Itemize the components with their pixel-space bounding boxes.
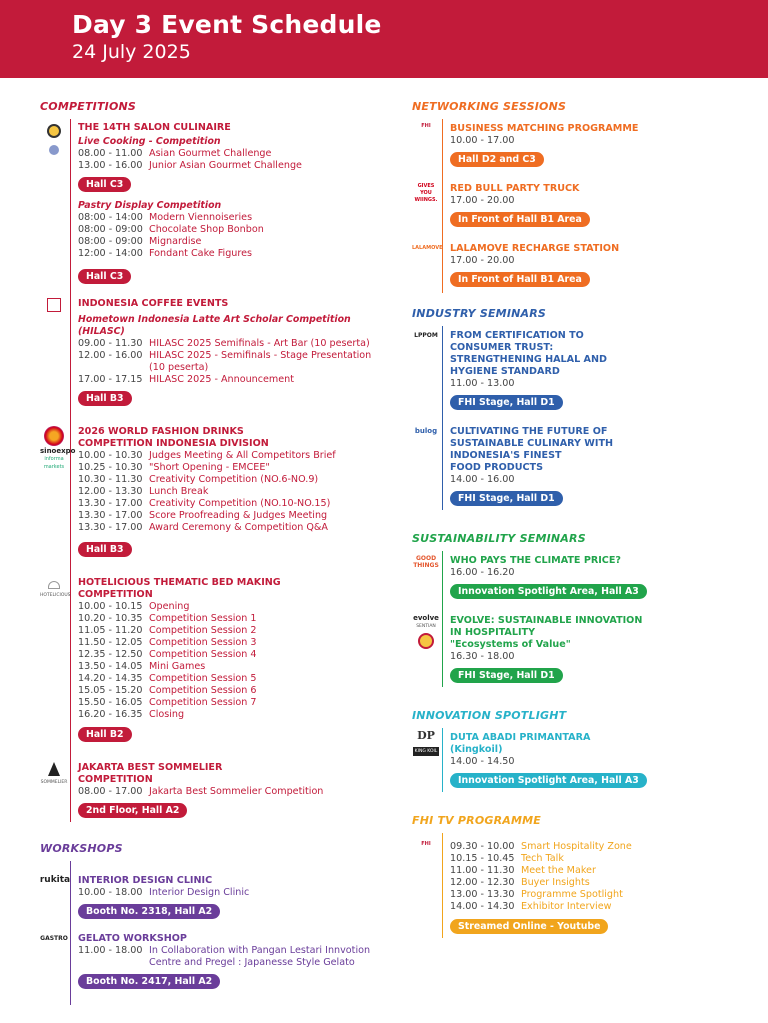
schedule-row: 10.00 - 10.30 Judges Meeting & All Competitors Brief bbox=[78, 450, 336, 461]
schedule-row: 13.30 - 17.00 Award Ceremony & Competition Q&A bbox=[78, 522, 328, 533]
gelato-workshop-entry bbox=[40, 933, 390, 989]
sommelier-entry bbox=[40, 762, 390, 818]
schedule-row: 11.50 - 12.05 Competition Session 3 bbox=[78, 637, 257, 648]
schedule-row: 10.25 - 10.30 "Short Opening - EMCEE" bbox=[78, 462, 270, 473]
seminar-item: bulog CULTIVATING THE FUTURE OF SUSTAINABLE CULINARY WITH INDONESIA'S FINEST FOOD PRODUCTS 14.00 - 16.00 FHI Stage, Hall D1 bbox=[450, 426, 752, 506]
salon-title: THE 14TH SALON CULINAIRE bbox=[78, 122, 231, 133]
schedule-row: 15.05 - 15.20 Competition Session 6 bbox=[78, 685, 257, 696]
networking-title: NETWORKING SESSIONS bbox=[412, 100, 567, 113]
bed-title-line2: COMPETITION bbox=[78, 589, 153, 600]
location-badge: Innovation Spotlight Area, Hall A3 bbox=[450, 773, 647, 788]
seminar-item: LPPOM FROM CERTIFICATION TO CONSUMER TRUST: STRENGTHENING HALAL AND HYGIENE STANDARD 11.00 - 13.00 FHI Stage, Hall D1 bbox=[450, 330, 752, 410]
location-badge: Hall C3 bbox=[78, 269, 131, 284]
networking-body bbox=[412, 119, 752, 293]
schedule-row: 13.00 - 13.30 Programme Spotlight bbox=[450, 889, 623, 900]
schedule-row: 15.50 - 16.05 Competition Session 7 bbox=[78, 697, 257, 708]
schedule-row: 09.00 - 11.30 HILASC 2025 Semifinals - Art Bar (10 peserta) bbox=[78, 338, 370, 349]
schedule-row: 08:00 - 09:00 Chocolate Shop Bonbon bbox=[78, 224, 264, 235]
sommelier-title-line1: JAKARTA BEST SOMMELIER bbox=[78, 762, 223, 773]
bed-making-entry bbox=[40, 577, 390, 742]
schedule-row: 08:00 - 09:00 Mignardise bbox=[78, 236, 202, 247]
location-badge: Booth No. 2417, Hall A2 bbox=[78, 974, 220, 989]
workshops-title: WORKSHOPS bbox=[40, 842, 123, 855]
innovation-body bbox=[414, 728, 752, 792]
hotelicious-dome-icon bbox=[48, 581, 60, 589]
fashion-drinks-logo: sinoexpo informa markets bbox=[40, 426, 68, 471]
rukita-logo: rukita bbox=[39, 875, 71, 885]
location-badge: 2nd Floor, Hall A2 bbox=[78, 803, 187, 818]
salon-live-rows bbox=[78, 148, 390, 172]
salon-live-title: Live Cooking - Competition bbox=[78, 136, 221, 147]
networking-item: GIVES YOU WIINGS. RED BULL PARTY TRUCK 17.00 - 20.00 In Front of Hall B1 Area bbox=[450, 183, 752, 227]
lalamove-logo: LALAMOVE bbox=[412, 245, 443, 251]
competitions-section bbox=[40, 100, 390, 822]
schedule-row: 11.00 - 18.00 In Collaboration with Pangan Lestari Innvotion Centre and Pregel : Japanesse Style Gelato bbox=[78, 945, 371, 968]
location-badge: FHI Stage, Hall D1 bbox=[450, 395, 563, 410]
streaming-badge: Streamed Online - Youtube bbox=[450, 919, 608, 934]
competitions-body bbox=[40, 119, 390, 822]
workshops-section bbox=[40, 842, 390, 1005]
location-badge: Hall B3 bbox=[78, 391, 132, 406]
sustainability-section bbox=[412, 532, 752, 687]
location-badge: Hall D2 and C3 bbox=[450, 152, 544, 167]
page-title: Day 3 Event Schedule bbox=[72, 10, 382, 39]
interior-title: INTERIOR DESIGN CLINIC bbox=[78, 875, 213, 886]
gelato-title: GELATO WORKSHOP bbox=[78, 933, 187, 944]
spotlight-item: DP KING KOIL DUTA ABADI PRIMANTARA (Kingkoil) 14.00 - 14.50 Innovation Spotlight Area, Hall A3 bbox=[450, 732, 752, 788]
lppom-logo: LPPOM bbox=[414, 332, 438, 339]
fashion-flower-icon bbox=[44, 426, 64, 446]
seminar-item: GOOD THINGS WHO PAYS THE CLIMATE PRICE? 16.00 - 16.20 Innovation Spotlight Area, Hall A3 bbox=[450, 555, 752, 599]
innovation-title: INNOVATION SPOTLIGHT bbox=[412, 709, 567, 722]
sustainability-body bbox=[413, 551, 752, 687]
schedule-row: 12.00 - 16.00 HILASC 2025 - Semifinals - Stage Presentation (10 peserta) bbox=[78, 350, 372, 373]
networking-section bbox=[412, 100, 752, 293]
schedule-row: 13.00 - 16.00 Junior Asian Gourmet Challenge bbox=[78, 160, 302, 171]
schedule-row: 14.20 - 14.35 Competition Session 5 bbox=[78, 673, 257, 684]
sommelier-glass-icon bbox=[48, 762, 60, 776]
schedule-row: 10.00 - 18.00 Interior Design Clinic bbox=[78, 887, 250, 898]
schedule-row: 08:00 - 14:00 Modern Viennoiseries bbox=[78, 212, 253, 223]
schedule-row: 08.00 - 17.00 Jakarta Best Sommelier Competition bbox=[78, 786, 324, 797]
fhitv-entry bbox=[421, 841, 752, 934]
location-badge: In Front of Hall B1 Area bbox=[450, 272, 590, 287]
schedule-row: 13.30 - 17.00 Score Proofreading & Judges Meeting bbox=[78, 510, 328, 521]
schedule-row: 11.05 - 11.20 Competition Session 2 bbox=[78, 625, 257, 636]
seminar-item: evolve SENTIAN EVOLVE: SUSTAINABLE INNOVATION IN HOSPITALITY "Ecosystems of Value" 16.30 - 18.00 FHI Stage, Hall D1 bbox=[413, 614, 643, 681]
salon-pastry-title: Pastry Display Competition bbox=[78, 200, 222, 211]
fhi-tv-logo: FHI bbox=[421, 841, 431, 847]
location-badge: Hall B3 bbox=[78, 542, 132, 557]
schedule-row: 10.15 - 10.45 Tech Talk bbox=[450, 853, 564, 864]
sommelier-title-line2: COMPETITION bbox=[78, 774, 153, 785]
fashion-title-line1: 2026 WORLD FASHION DRINKS bbox=[78, 426, 244, 437]
coffee-sub: Hometown Indonesia Latte Art Scholar Competition (HILASC) bbox=[78, 314, 351, 337]
industry-section bbox=[412, 307, 752, 510]
networking-item: LALAMOVE LALAMOVE RECHARGE STATION 17.00 - 20.00 In Front of Hall B1 Area bbox=[412, 243, 620, 285]
right-column bbox=[412, 100, 752, 938]
workshops-body bbox=[39, 861, 390, 1005]
schedule-row: 12.00 - 13.30 Lunch Break bbox=[78, 486, 209, 497]
competitions-title: COMPETITIONS bbox=[40, 100, 137, 113]
fhitv-section bbox=[412, 814, 752, 938]
innovation-section bbox=[412, 709, 752, 792]
salon-emblem-icon bbox=[49, 145, 59, 155]
industry-title: INDUSTRY SEMINARS bbox=[412, 307, 547, 320]
good-things-logo: GOOD THINGS bbox=[413, 555, 439, 569]
location-badge: Hall C3 bbox=[78, 177, 131, 192]
hotelicious-logo: HOTELICIOUS bbox=[40, 581, 68, 599]
location-badge: Hall B2 bbox=[78, 727, 132, 742]
gastro-logo: GASTRO bbox=[40, 935, 68, 942]
bulog-logo: bulog bbox=[414, 427, 438, 435]
location-badge: Booth No. 2318, Hall A2 bbox=[78, 904, 220, 919]
interior-clinic-entry bbox=[39, 875, 390, 919]
left-column bbox=[40, 100, 390, 1005]
schedule-row: 16.20 - 16.35 Closing bbox=[78, 709, 185, 720]
schedule-row: 12.35 - 12.50 Competition Session 4 bbox=[78, 649, 257, 660]
industry-body bbox=[414, 326, 752, 510]
schedule-row: 11.00 - 11.30 Meet the Maker bbox=[450, 865, 596, 876]
coffee-logo bbox=[40, 298, 68, 314]
schedule-row: 10.20 - 10.35 Competition Session 1 bbox=[78, 613, 257, 624]
schedule-row: 12:00 - 14:00 Fondant Cake Figures bbox=[78, 248, 253, 259]
coffee-events-entry bbox=[78, 298, 390, 406]
salon-culinaire-logo bbox=[40, 124, 68, 157]
schedule-row: 09.30 - 10.00 Smart Hospitality Zone bbox=[450, 841, 632, 852]
location-badge: Innovation Spotlight Area, Hall A3 bbox=[450, 584, 647, 599]
bed-title-line1: HOTELICIOUS THEMATIC BED MAKING bbox=[78, 577, 281, 588]
coffee-badge-icon bbox=[47, 298, 61, 312]
networking-item: FHI BUSINESS MATCHING PROGRAMME 10.00 - 17.00 Hall D2 and C3 bbox=[450, 123, 752, 167]
page-date: 24 July 2025 bbox=[72, 41, 191, 63]
salon-pastry-rows bbox=[78, 212, 390, 260]
salon-culinaire-entry bbox=[78, 122, 390, 284]
sentian-seal-icon bbox=[418, 633, 434, 649]
fhitv-body bbox=[421, 833, 752, 938]
location-badge: FHI Stage, Hall D1 bbox=[450, 491, 563, 506]
schedule-row: 10.30 - 11.30 Creativity Competition (NO.6-NO.9) bbox=[78, 474, 319, 485]
location-badge: FHI Stage, Hall D1 bbox=[450, 668, 563, 683]
schedule-row: 17.00 - 17.15 HILASC 2025 - Announcement bbox=[78, 374, 295, 385]
coffee-title: INDONESIA COFFEE EVENTS bbox=[78, 298, 229, 309]
evolve-logo: evolve SENTIAN bbox=[412, 615, 440, 651]
dp-logo: DP KING KOIL bbox=[414, 729, 438, 754]
sommelier-logo: SOMMELIER bbox=[40, 762, 68, 786]
schedule-row: 13.50 - 14.05 Mini Games bbox=[78, 661, 206, 672]
schedule-row: 13.30 - 17.00 Creativity Competition (NO.10-NO.15) bbox=[78, 498, 331, 509]
schedule-row: 14.00 - 14.30 Exhibitor Interview bbox=[450, 901, 612, 912]
fhitv-title: FHI TV PROGRAMME bbox=[412, 814, 541, 827]
fashion-drinks-entry bbox=[40, 426, 390, 557]
sustainability-title: SUSTAINABILITY SEMINARS bbox=[412, 532, 586, 545]
schedule-row: 12.00 - 12.30 Buyer Insights bbox=[450, 877, 590, 888]
location-badge: In Front of Hall B1 Area bbox=[450, 212, 590, 227]
salon-medal-icon bbox=[47, 124, 61, 138]
page-header bbox=[0, 0, 768, 78]
fashion-title-line2: COMPETITION INDONESIA DIVISION bbox=[78, 438, 269, 449]
schedule-row: 08.00 - 11.00 Asian Gourmet Challenge bbox=[78, 148, 272, 159]
fhi-logo: FHI bbox=[421, 123, 431, 129]
schedule-row: 10.00 - 10.15 Opening bbox=[78, 601, 190, 612]
redbull-logo: GIVES YOU WIINGS. bbox=[414, 183, 438, 203]
